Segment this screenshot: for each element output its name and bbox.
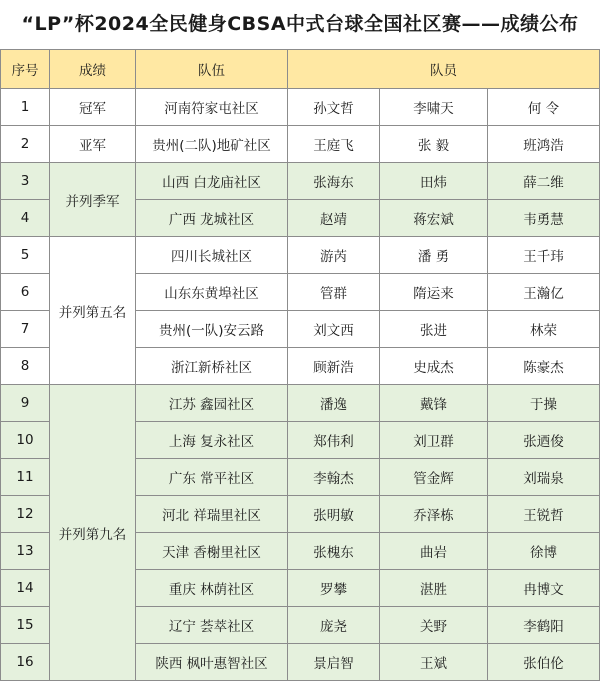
member-cell: 李翰杰 xyxy=(288,459,380,496)
team-cell: 重庆 林荫社区 xyxy=(136,570,288,607)
table-row xyxy=(1,89,600,126)
member-cell: 王千玮 xyxy=(488,237,600,274)
team-cell: 天津 香榭里社区 xyxy=(136,533,288,570)
member-cell: 张迺俊 xyxy=(488,422,600,459)
seq-cell: 7 xyxy=(1,311,50,348)
table-row xyxy=(1,385,600,422)
team-cell: 山西 白龙庙社区 xyxy=(136,163,288,200)
seq-cell: 3 xyxy=(1,163,50,200)
table-row xyxy=(1,237,600,274)
member-cell: 湛胜 xyxy=(380,570,488,607)
seq-cell: 16 xyxy=(1,644,50,681)
page-title: “LP”杯2024全民健身CBSA中式台球全国社区赛——成绩公布 xyxy=(21,13,579,35)
seq-cell: 11 xyxy=(1,459,50,496)
member-cell: 田炜 xyxy=(380,163,488,200)
member-cell: 孙文哲 xyxy=(288,89,380,126)
table-row xyxy=(1,126,600,163)
member-cell: 王斌 xyxy=(380,644,488,681)
result-cell: 亚军 xyxy=(50,126,136,163)
member-cell: 景启智 xyxy=(288,644,380,681)
seq-cell: 8 xyxy=(1,348,50,385)
member-cell: 陈豪杰 xyxy=(488,348,600,385)
member-cell: 刘卫群 xyxy=(380,422,488,459)
team-cell: 河北 祥瑞里社区 xyxy=(136,496,288,533)
team-cell: 四川长城社区 xyxy=(136,237,288,274)
member-cell: 郑伟利 xyxy=(288,422,380,459)
member-cell: 何 令 xyxy=(488,89,600,126)
member-cell: 王瀚亿 xyxy=(488,274,600,311)
team-cell: 贵州(二队)地矿社区 xyxy=(136,126,288,163)
member-cell: 顾新浩 xyxy=(288,348,380,385)
team-cell: 辽宁 荟萃社区 xyxy=(136,607,288,644)
member-cell: 薛二维 xyxy=(488,163,600,200)
seq-cell: 9 xyxy=(1,385,50,422)
member-cell: 史成杰 xyxy=(380,348,488,385)
member-cell: 张明敏 xyxy=(288,496,380,533)
member-cell: 王锐哲 xyxy=(488,496,600,533)
member-cell: 庞尧 xyxy=(288,607,380,644)
member-cell: 张伯伦 xyxy=(488,644,600,681)
member-cell: 关野 xyxy=(380,607,488,644)
member-cell: 潘 勇 xyxy=(380,237,488,274)
member-cell: 潘逸 xyxy=(288,385,380,422)
header-members: 队员 xyxy=(288,50,600,89)
member-cell: 游芮 xyxy=(288,237,380,274)
member-cell: 隋运来 xyxy=(380,274,488,311)
member-cell: 蒋宏斌 xyxy=(380,200,488,237)
member-cell: 刘文西 xyxy=(288,311,380,348)
seq-cell: 4 xyxy=(1,200,50,237)
seq-cell: 12 xyxy=(1,496,50,533)
result-cell: 并列季军 xyxy=(50,163,136,237)
member-cell: 李啸天 xyxy=(380,89,488,126)
member-cell: 管金辉 xyxy=(380,459,488,496)
table-row xyxy=(1,163,600,200)
team-cell: 江苏 鑫园社区 xyxy=(136,385,288,422)
member-cell: 张 毅 xyxy=(380,126,488,163)
team-cell: 山东东黄埠社区 xyxy=(136,274,288,311)
seq-cell: 1 xyxy=(1,89,50,126)
team-cell: 陕西 枫叶惠智社区 xyxy=(136,644,288,681)
member-cell: 罗攀 xyxy=(288,570,380,607)
seq-cell: 15 xyxy=(1,607,50,644)
member-cell: 班鸿浩 xyxy=(488,126,600,163)
team-cell: 上海 复永社区 xyxy=(136,422,288,459)
member-cell: 李鹤阳 xyxy=(488,607,600,644)
member-cell: 赵靖 xyxy=(288,200,380,237)
header-result: 成绩 xyxy=(50,50,136,89)
team-cell: 河南符家屯社区 xyxy=(136,89,288,126)
member-cell: 王庭飞 xyxy=(288,126,380,163)
header-row xyxy=(1,50,600,89)
header-team: 队伍 xyxy=(136,50,288,89)
team-cell: 广东 常平社区 xyxy=(136,459,288,496)
member-cell: 刘瑞泉 xyxy=(488,459,600,496)
member-cell: 林荣 xyxy=(488,311,600,348)
results-table xyxy=(0,49,600,681)
result-cell: 冠军 xyxy=(50,89,136,126)
member-cell: 乔泽栋 xyxy=(380,496,488,533)
team-cell: 浙江新桥社区 xyxy=(136,348,288,385)
result-cell: 并列第九名 xyxy=(50,385,136,681)
member-cell: 韦勇慧 xyxy=(488,200,600,237)
member-cell: 张槐东 xyxy=(288,533,380,570)
member-cell: 于操 xyxy=(488,385,600,422)
seq-cell: 6 xyxy=(1,274,50,311)
member-cell: 张进 xyxy=(380,311,488,348)
header-seq: 序号 xyxy=(1,50,50,89)
member-cell: 冉博文 xyxy=(488,570,600,607)
team-cell: 广西 龙城社区 xyxy=(136,200,288,237)
member-cell: 张海东 xyxy=(288,163,380,200)
member-cell: 戴锋 xyxy=(380,385,488,422)
seq-cell: 14 xyxy=(1,570,50,607)
result-cell: 并列第五名 xyxy=(50,237,136,385)
seq-cell: 13 xyxy=(1,533,50,570)
seq-cell: 5 xyxy=(1,237,50,274)
seq-cell: 2 xyxy=(1,126,50,163)
seq-cell: 10 xyxy=(1,422,50,459)
team-cell: 贵州(一队)安云路 xyxy=(136,311,288,348)
member-cell: 管群 xyxy=(288,274,380,311)
member-cell: 曲岩 xyxy=(380,533,488,570)
member-cell: 徐博 xyxy=(488,533,600,570)
